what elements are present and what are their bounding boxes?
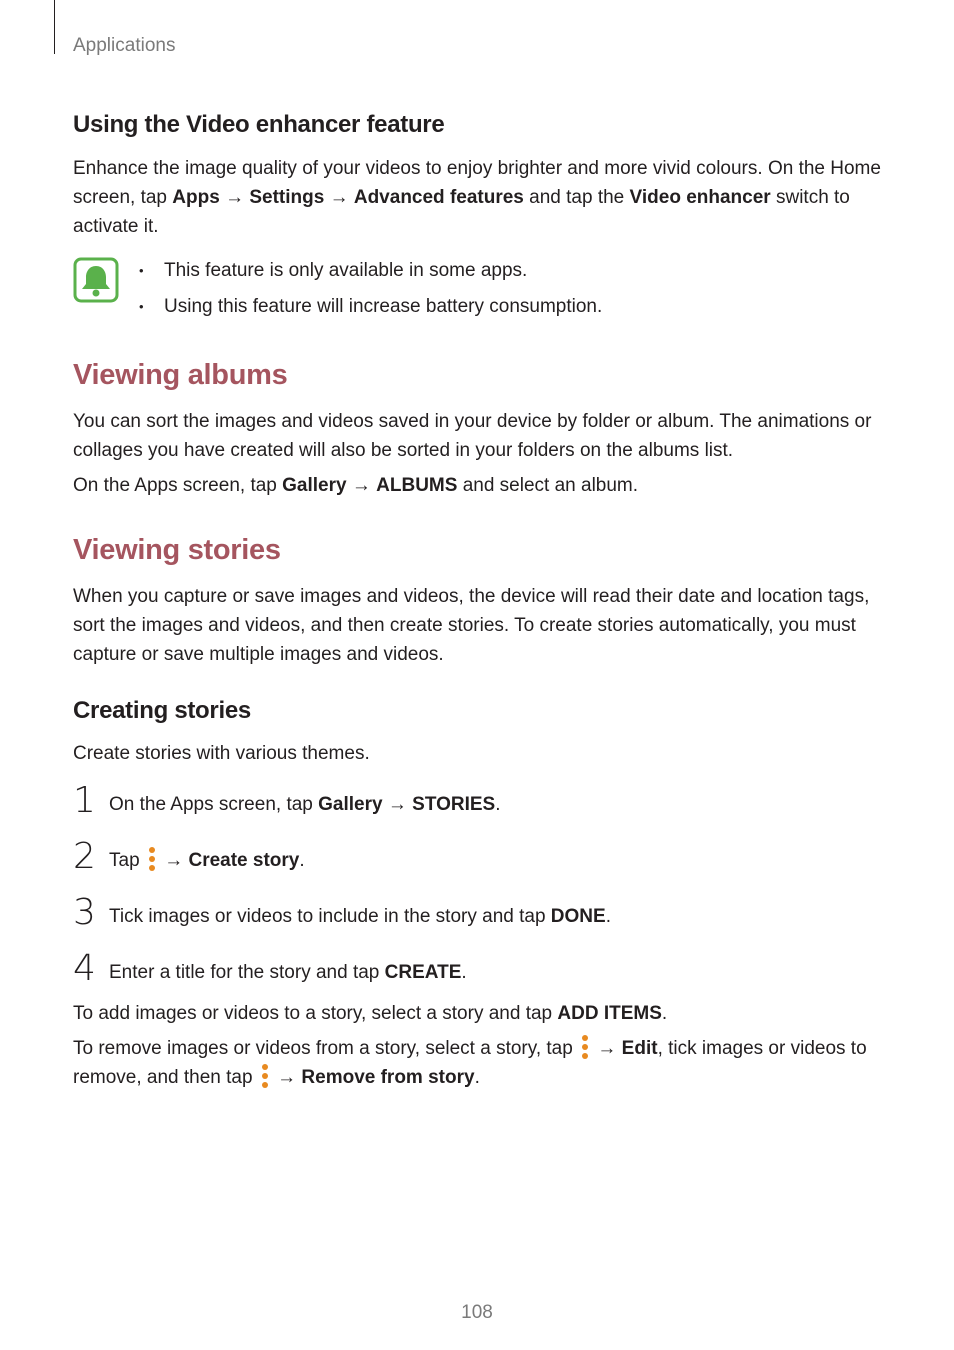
advanced-features-label: Advanced features (353, 187, 524, 208)
viewing-albums-heading: Viewing albums (73, 359, 288, 391)
creating-intro: Create stories with various themes. (73, 743, 370, 764)
step-number: 2 (73, 836, 96, 877)
add-items-paragraph: To add images or videos to a story, select a story and tap ADD ITEMS. (73, 1003, 668, 1024)
step-text: Tick images or videos to include in the story and tap DONE. (109, 906, 611, 927)
page-number: 108 (461, 1302, 493, 1323)
viewing-stories-heading: Viewing stories (73, 534, 281, 566)
step-2 (73, 836, 883, 882)
albums-tab-label: ALBUMS (376, 475, 458, 496)
bell-note-icon (73, 257, 119, 303)
more-options-icon (148, 846, 156, 872)
margin-rule (54, 0, 55, 54)
more-options-icon (581, 1034, 589, 1060)
note-item: • Using this feature will increase battery consumption. (139, 289, 602, 325)
note-list (139, 253, 602, 325)
step-number: 1 (73, 780, 96, 821)
video-enhancer-label: Video enhancer (629, 187, 771, 208)
settings-label: Settings (249, 187, 325, 208)
step-number: 4 (73, 948, 96, 989)
edit-label: Edit (621, 1038, 658, 1059)
add-items-label: ADD ITEMS (557, 1003, 662, 1024)
step-number: 3 (73, 892, 96, 933)
creating-stories-heading: Creating stories (73, 697, 251, 724)
note-box (73, 253, 883, 323)
more-options-icon (261, 1063, 269, 1089)
running-head: Applications (73, 35, 176, 56)
step-4 (73, 948, 883, 994)
step-3 (73, 892, 883, 938)
step-text: Enter a title for the story and tap CREATE. (109, 962, 467, 983)
step-text: On the Apps screen, tap Gallery → STORIES. (109, 794, 501, 815)
apps-label: Apps (172, 187, 220, 208)
remove-from-story-label: Remove from story (301, 1067, 475, 1088)
albums-instruction: On the Apps screen, tap Gallery → ALBUMS and select an album. (73, 475, 639, 496)
stories-paragraph: When you capture or save images and videos, the device will read their date and location tags, sort the images and videos, and then create stories. To create stories automatically, you must capture or save multiple images and videos. (73, 586, 870, 665)
step-1 (73, 780, 883, 826)
remove-paragraph: To remove images or videos from a story, select a story, tap → Edit, tick images or videos to remove, and then tap → Remove from story. (73, 1034, 883, 1092)
note-item: • This feature is only available in some apps. (139, 253, 602, 289)
video-enhancer-paragraph: Enhance the image quality of your videos to enjoy brighter and more vivid colours. On the Home screen, tap Apps → Settings → Advanced features and tap the Video enhancer switch to activate it. (73, 158, 881, 237)
video-enhancer-heading: Using the Video enhancer feature (73, 111, 445, 138)
step-text: Tap → Create story. (109, 846, 305, 875)
albums-paragraph: You can sort the images and videos saved in your device by folder or album. The animations or collages you have created will also be sorted in your folders on the albums list. (73, 411, 872, 461)
gallery-label: Gallery (282, 475, 347, 496)
